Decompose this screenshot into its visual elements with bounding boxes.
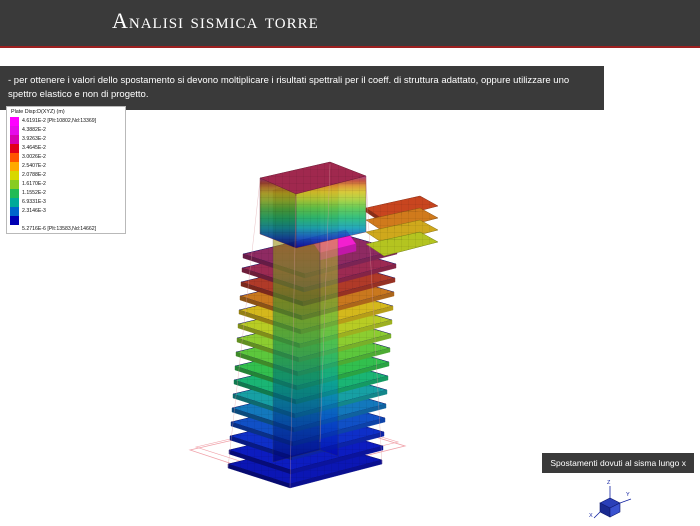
legend-item — [10, 216, 122, 225]
legend-swatch — [10, 162, 19, 171]
legend-label: 1.6170E-2 — [22, 181, 46, 188]
legend-swatch — [10, 225, 19, 234]
legend-item — [10, 126, 122, 135]
legend-item — [10, 189, 122, 198]
legend-label: 2.3146E-3 — [22, 208, 46, 215]
legend-item — [10, 162, 122, 171]
legend-item — [10, 153, 122, 162]
legend-label: 4.3882E-2 — [22, 127, 46, 134]
legend-label: 5.2716E-6 [Plt:13583,Nd:14662] — [22, 226, 97, 233]
cantilever-wing — [366, 196, 438, 256]
axis-label-x: X — [589, 513, 593, 519]
legend-label: 2.0788E-2 — [22, 172, 46, 179]
axis-triad-svg — [588, 481, 634, 521]
tower-model-svg — [170, 120, 570, 490]
fem-model-view — [170, 120, 570, 490]
legend-swatch — [10, 144, 19, 153]
upper-tower-block — [260, 162, 366, 248]
legend-label: 3.0026E-2 — [22, 154, 46, 161]
legend-item — [10, 171, 122, 180]
legend-label: 4.6191E-2 [Plt:10802,Nd:13369] — [22, 118, 97, 125]
legend-swatch — [10, 153, 19, 162]
legend-swatch — [10, 126, 19, 135]
legend-swatch — [10, 216, 19, 225]
legend-swatch — [10, 207, 19, 216]
legend-label: 3.9263E-2 — [22, 136, 46, 143]
legend-swatch — [10, 117, 19, 126]
legend-rows — [10, 117, 122, 234]
legend-swatch — [10, 180, 19, 189]
axis-label-y: Y — [626, 492, 630, 498]
axis-triad — [588, 481, 634, 521]
axis-label-z: Z — [607, 480, 611, 486]
legend-label: 1.1552E-2 — [22, 190, 46, 197]
legend-label: 6.9331E-3 — [22, 199, 46, 206]
legend-label: 3.4645E-2 — [22, 145, 46, 152]
caption-box: Spostamenti dovuti al sisma lungo x — [542, 453, 694, 473]
legend-swatch — [10, 189, 19, 198]
legend-swatch — [10, 198, 19, 207]
legend-title: Plate Disp:D(XYZ) (m) — [11, 109, 65, 115]
legend-item — [10, 180, 122, 189]
page-title: Analisi sismica torre — [112, 8, 319, 33]
legend-label: 2.5407E-2 — [22, 163, 46, 170]
legend-item — [10, 144, 122, 153]
legend-swatch — [10, 135, 19, 144]
legend-item — [10, 225, 122, 234]
note-band: - per ottenere i valori dello spostamento si devono moltiplicare i risultati spettrali per il coeff. di struttura adattato, oppure utilizzare uno spettro elastico e non di progetto. — [0, 66, 604, 110]
legend-item — [10, 135, 122, 144]
color-legend — [6, 106, 126, 234]
legend-item — [10, 117, 122, 126]
legend-swatch — [10, 171, 19, 180]
title-bar — [0, 0, 700, 48]
legend-item — [10, 207, 122, 216]
legend-item — [10, 198, 122, 207]
